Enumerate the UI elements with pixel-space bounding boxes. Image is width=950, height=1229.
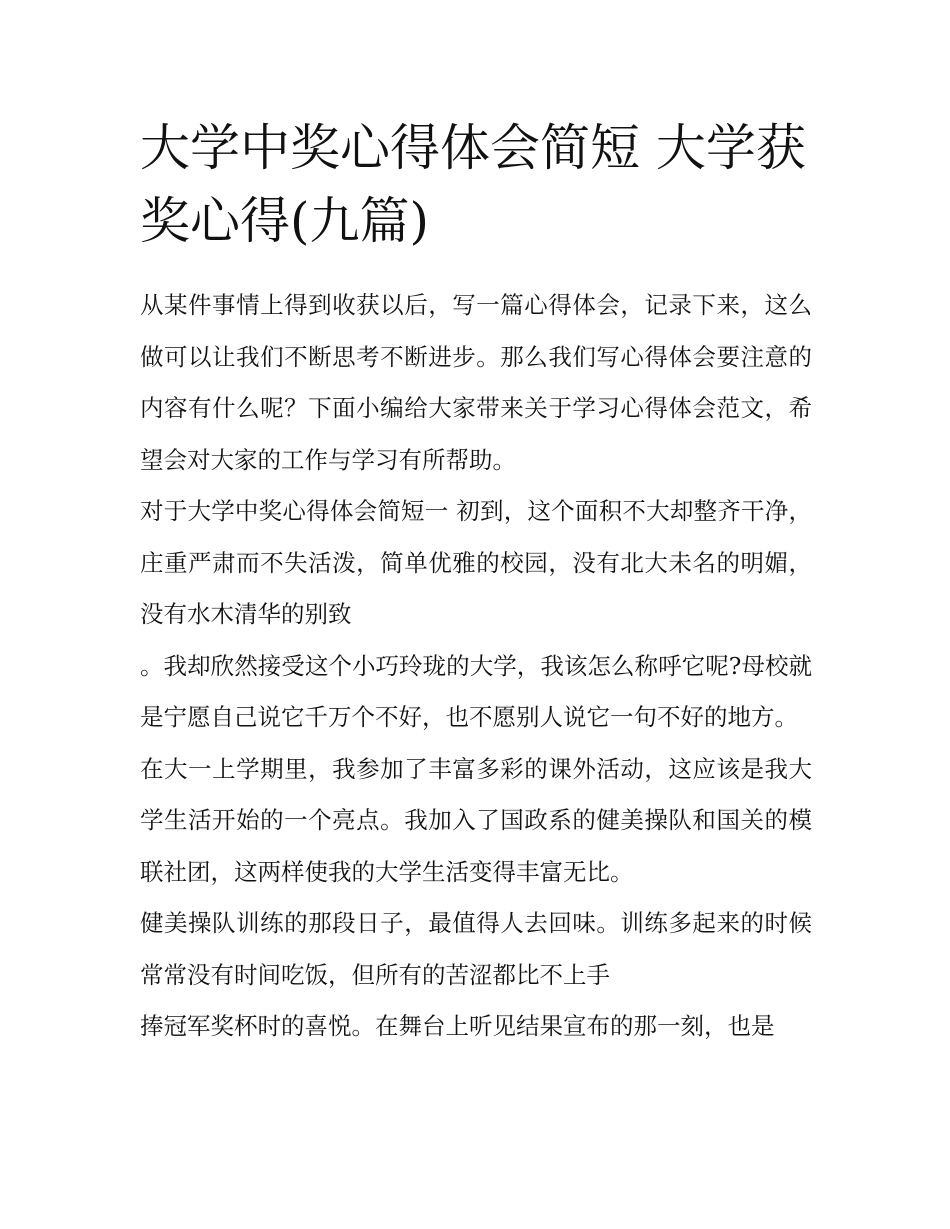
paragraph-aerobics-training: 健美操队训练的那段日子，最值得人去回味。训练多起来的时候常常没有时间吃饭，但所有的苦涩都比不上手 [140,909,812,989]
paragraph-trophy: 捧冠军奖杯时的喜悦。在舞台上听见结果宣布的那一刻，也是 [140,1012,775,1040]
paragraph-intro: 从某件事情上得到收获以后，写一篇心得体会，记录下来，这么做可以让我们不断思考不断进步。那么我们写心得体会要注意的内容有什么呢？下面小编给大家带来关于学习心得体会范文，希望会对大家的工作与学习有所帮助。 [140,291,812,474]
paragraph-first-arrival: 对于大学中奖心得体会简短一 初到，这个面积不大却整齐干净，庄重严肃而不失活泼，简单优雅的校园，没有北大未名的明媚，没有水木清华的别致 [140,497,812,628]
paragraph-activities: 在大一上学期里，我参加了丰富多彩的课外活动，这应该是我大学生活开始的一个亮点。我加入了国政系的健美操队和国关的模联社团，这两样使我的大学生活变得丰富无比。 [140,754,812,886]
document-page [140,112,812,1053]
document-title: 大学中奖心得体会简短 大学获奖心得(九篇) [140,119,806,250]
paragraph-alma-mater: 。我却欣然接受这个小巧玲珑的大学，我该怎么称呼它呢?母校就是宁愿自己说它千万个不好，也不愿别人说它一句不好的地方。 [140,651,812,731]
